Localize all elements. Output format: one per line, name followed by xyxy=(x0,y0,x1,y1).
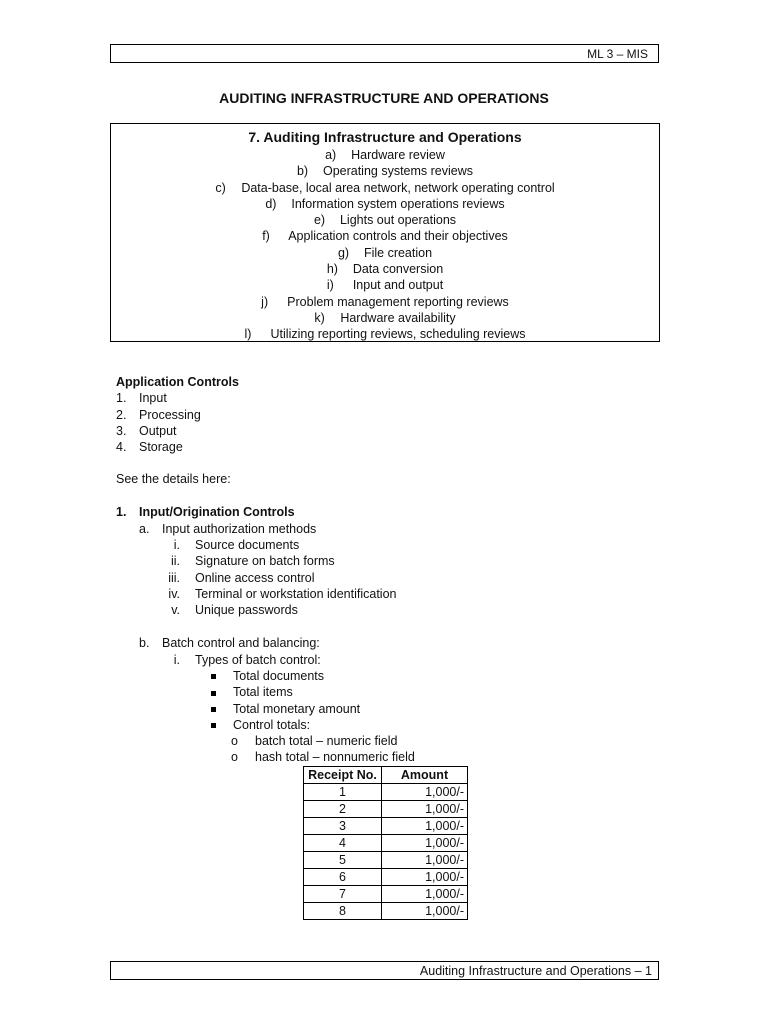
table-row xyxy=(304,801,468,818)
outline-letter: g) xyxy=(337,245,350,260)
batch-types-bullets xyxy=(209,668,360,733)
list-text: Terminal or workstation identification xyxy=(195,586,397,601)
receipt-number-cell: 4 xyxy=(304,835,382,852)
list-number: 4. xyxy=(116,440,127,455)
amount-cell: 1,000/- xyxy=(382,784,468,801)
roman-numeral: iii. xyxy=(168,570,180,585)
outline-letter: k) xyxy=(314,310,325,325)
table-row xyxy=(304,835,468,852)
subsection-b xyxy=(139,635,320,651)
bullet-text: Total items xyxy=(233,685,293,700)
topic-outline-box xyxy=(110,123,660,342)
application-controls-section xyxy=(116,374,239,455)
list-text: Processing xyxy=(139,407,201,422)
square-bullet-icon xyxy=(211,691,216,696)
receipt-number-cell: 1 xyxy=(304,784,382,801)
section-number: 1. xyxy=(116,505,127,519)
list-text: Online access control xyxy=(195,570,315,585)
list-text: Unique passwords xyxy=(195,603,298,618)
amount-cell: 1,000/- xyxy=(382,903,468,920)
outline-text: Lights out operations xyxy=(339,213,457,228)
outline-text: Hardware availability xyxy=(340,310,456,325)
amount-cell: 1,000/- xyxy=(382,818,468,835)
list-text: Types of batch control: xyxy=(195,653,321,667)
column-header: Receipt No. xyxy=(304,767,382,784)
list-text: Signature on batch forms xyxy=(195,554,335,569)
receipt-number-cell: 5 xyxy=(304,852,382,869)
list-item xyxy=(116,407,239,423)
outline-text: Information system operations reviews xyxy=(291,196,505,211)
outline-item xyxy=(111,147,659,163)
subsection-text: Input authorization methods xyxy=(162,522,317,536)
bullet-item xyxy=(231,733,415,749)
receipt-number-cell: 7 xyxy=(304,886,382,903)
outline-text: Data conversion xyxy=(352,262,444,277)
receipts-table xyxy=(303,766,468,920)
square-bullet-icon xyxy=(211,674,216,679)
bullet-text: Total documents xyxy=(233,669,325,683)
outline-text: Application controls and their objectives xyxy=(288,229,508,244)
outline-item xyxy=(111,261,659,277)
roman-numeral: i. xyxy=(173,653,180,667)
bullet-item xyxy=(209,668,360,684)
roman-numeral: ii. xyxy=(170,554,180,569)
outline-item xyxy=(111,196,659,212)
list-item xyxy=(148,553,396,569)
list-text: Source documents xyxy=(195,538,300,552)
section-heading xyxy=(116,504,295,520)
outline-text: Problem management reporting reviews xyxy=(287,294,509,309)
roman-numeral: v. xyxy=(171,603,180,618)
amount-cell: 1,000/- xyxy=(382,835,468,852)
list-number: 2. xyxy=(116,407,127,422)
subsection-label: a. xyxy=(139,522,150,536)
outline-letter: a) xyxy=(325,148,337,162)
table-row xyxy=(304,818,468,835)
outline-letter: e) xyxy=(313,213,326,228)
amount-cell: 1,000/- xyxy=(382,801,468,818)
bullet-text: Control totals: xyxy=(233,717,311,732)
see-details-text: See the details here: xyxy=(116,472,231,486)
outline-letter: b) xyxy=(296,164,309,179)
circle-bullet-icon: o xyxy=(231,734,238,748)
outline-letter: l) xyxy=(244,327,252,342)
outline-text: File creation xyxy=(363,245,433,260)
outline-letter: j) xyxy=(261,294,269,309)
circle-bullet-icon: o xyxy=(231,750,238,765)
application-controls-heading: Application Controls xyxy=(116,375,239,389)
section-title: Input/Origination Controls xyxy=(139,505,295,519)
list-number: 3. xyxy=(116,423,127,438)
amount-cell: 1,000/- xyxy=(382,886,468,903)
page-footer-text: Auditing Infrastructure and Operations – 1 xyxy=(419,964,652,978)
bullet-item xyxy=(231,749,415,765)
receipt-number-cell: 3 xyxy=(304,818,382,835)
outline-letter: i) xyxy=(326,278,334,293)
receipt-number-cell: 2 xyxy=(304,801,382,818)
bullet-item xyxy=(209,717,360,733)
outline-item xyxy=(111,277,659,293)
table-row xyxy=(304,886,468,903)
outline-item xyxy=(111,163,659,179)
outline-text: Utilizing reporting reviews, scheduling reviews xyxy=(270,327,526,342)
outline-item xyxy=(111,245,659,261)
subsection-label: b. xyxy=(139,636,150,650)
list-item xyxy=(116,390,239,406)
outline-item xyxy=(111,294,659,310)
list-item xyxy=(148,586,396,602)
outline-text: Data-base, local area network, network operating control xyxy=(241,180,555,195)
outline-item xyxy=(111,212,659,228)
list-item xyxy=(148,602,396,618)
table-row xyxy=(304,784,468,801)
outline-text: Hardware review xyxy=(351,148,445,162)
outline-item xyxy=(111,228,659,244)
amount-cell: 1,000/- xyxy=(382,869,468,886)
table-row xyxy=(304,852,468,869)
page-header-text: ML 3 – MIS xyxy=(587,47,648,61)
square-bullet-icon xyxy=(211,707,216,712)
outline-text: Operating systems reviews xyxy=(322,164,474,179)
table-header-row xyxy=(304,767,468,784)
list-text: Input xyxy=(139,391,167,406)
outline-letter: d) xyxy=(265,196,277,211)
list-item xyxy=(148,570,396,586)
topic-outline-heading: 7. Auditing Infrastructure and Operations xyxy=(248,129,522,145)
list-item xyxy=(116,423,239,439)
outline-text: Input and output xyxy=(352,278,444,293)
page-footer-box xyxy=(110,961,659,980)
outline-letter: h) xyxy=(326,262,338,277)
batch-types-item xyxy=(148,652,321,668)
page-header-box xyxy=(110,44,659,63)
subsection-text: Batch control and balancing: xyxy=(162,636,320,650)
document-title: AUDITING INFRASTRUCTURE AND OPERATIONS xyxy=(219,90,549,106)
list-number: 1. xyxy=(116,391,127,406)
list-text: Output xyxy=(139,423,177,438)
list-item xyxy=(116,439,239,455)
authorization-methods-list xyxy=(148,537,396,618)
bullet-text: hash total – nonnumeric field xyxy=(255,750,415,765)
list-text: Storage xyxy=(139,440,183,455)
list-item xyxy=(148,537,396,553)
outline-item xyxy=(111,326,659,342)
outline-item xyxy=(111,180,659,196)
amount-cell: 1,000/- xyxy=(382,852,468,869)
bullet-item xyxy=(209,684,360,700)
roman-numeral: i. xyxy=(173,538,180,552)
subsection-a xyxy=(139,521,316,537)
table-row xyxy=(304,903,468,920)
roman-numeral: iv. xyxy=(168,586,180,601)
square-bullet-icon xyxy=(211,723,216,728)
column-header: Amount xyxy=(382,767,468,784)
receipt-number-cell: 6 xyxy=(304,869,382,886)
bullet-text: Total monetary amount xyxy=(233,701,361,716)
bullet-text: batch total – numeric field xyxy=(255,734,398,748)
bullet-item xyxy=(209,701,360,717)
outline-letter: c) xyxy=(215,180,226,195)
outline-letter: f) xyxy=(262,229,270,244)
table-row xyxy=(304,869,468,886)
control-totals-bullets xyxy=(231,733,415,766)
outline-item xyxy=(111,310,659,326)
receipt-number-cell: 8 xyxy=(304,903,382,920)
